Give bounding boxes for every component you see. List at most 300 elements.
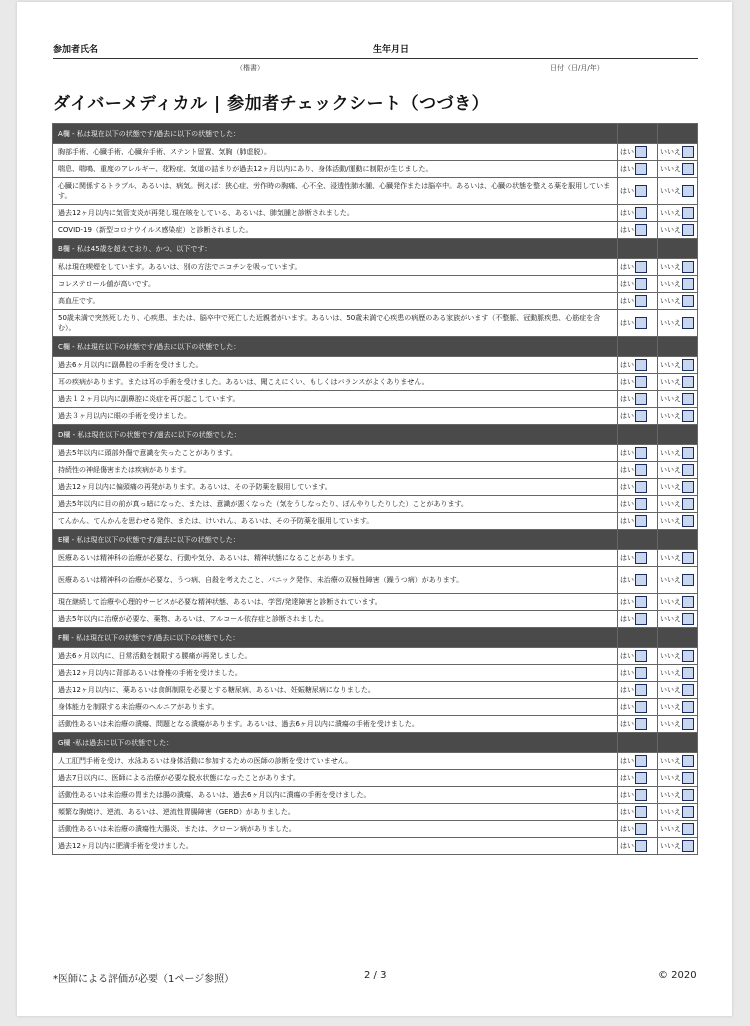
question-text: 心臓に関係するトラブル、あるいは、病気。例えば：狭心症、労作時の胸痛、心不全、浸透性肺水腫、心臓発作または脳卒中。あるいは、心臓の状態を整える薬を服用しています。: [53, 178, 618, 205]
no-answer-cell: [658, 310, 698, 337]
question-text: 持続性の神経傷害または疾病があります。: [53, 462, 618, 479]
no-answer-cell: [658, 699, 698, 716]
no-checkbox[interactable]: [682, 261, 694, 273]
question-row: [53, 838, 698, 855]
no-label: いいえ: [660, 449, 681, 457]
question-text: 過去5年以内に頭部外傷で意識を失ったことがあります。: [53, 445, 618, 462]
yes-checkbox[interactable]: [635, 278, 647, 290]
yes-answer-cell: [618, 787, 658, 804]
no-checkbox[interactable]: [682, 207, 694, 219]
no-answer-cell: [658, 479, 698, 496]
no-label: いいえ: [660, 686, 681, 694]
no-checkbox[interactable]: [682, 701, 694, 713]
no-checkbox[interactable]: [682, 772, 694, 784]
question-row: [53, 259, 698, 276]
yes-column-header: [618, 124, 658, 144]
no-answer-cell: [658, 259, 698, 276]
question-row: [53, 648, 698, 665]
participant-name-label: 参加者氏名: [53, 45, 99, 55]
no-label: いいえ: [660, 412, 681, 420]
question-text: 身体能力を制限する未治療のヘルニアがあります。: [53, 699, 618, 716]
form-page: [17, 2, 732, 1016]
no-label: いいえ: [660, 669, 681, 677]
no-checkbox[interactable]: [682, 163, 694, 175]
yes-column-header: [618, 425, 658, 445]
page-title: ダイバーメディカル | 参加者チェックシート（つづき）: [53, 94, 490, 114]
yes-answer-cell: [618, 838, 658, 855]
yes-checkbox[interactable]: [635, 163, 647, 175]
question-text: 過去6ヶ月以内に副鼻腔の手術を受けました。: [53, 357, 618, 374]
no-answer-cell: [658, 804, 698, 821]
no-label: いいえ: [660, 615, 681, 623]
yes-column-header: [618, 530, 658, 550]
yes-label: はい: [620, 554, 634, 562]
no-checkbox[interactable]: [682, 596, 694, 608]
yes-label: はい: [620, 395, 634, 403]
yes-label: はい: [620, 412, 634, 420]
yes-label: はい: [620, 576, 634, 584]
no-label: いいえ: [660, 297, 681, 305]
header-sub-line: [53, 63, 698, 75]
no-answer-cell: [658, 496, 698, 513]
no-label: いいえ: [660, 483, 681, 491]
question-row: [53, 682, 698, 699]
question-text: 過去３ヶ月以内に眼の手術を受けました。: [53, 408, 618, 425]
question-row: [53, 276, 698, 293]
no-label: いいえ: [660, 703, 681, 711]
yes-checkbox[interactable]: [635, 295, 647, 307]
section-header: [53, 337, 698, 357]
checklist-table: [52, 123, 698, 855]
yes-label: はい: [620, 280, 634, 288]
yes-checkbox[interactable]: [635, 701, 647, 713]
question-row: [53, 567, 698, 594]
yes-answer-cell: [618, 479, 658, 496]
copyright: © 2020: [658, 970, 697, 981]
yes-label: はい: [620, 825, 634, 833]
yes-label: はい: [620, 148, 634, 156]
yes-answer-cell: [618, 699, 658, 716]
no-checkbox[interactable]: [682, 376, 694, 388]
yes-answer-cell: [618, 682, 658, 699]
question-row: [53, 222, 698, 239]
no-label: いいえ: [660, 720, 681, 728]
no-answer-cell: [658, 357, 698, 374]
question-row: [53, 144, 698, 161]
question-row: [53, 161, 698, 178]
question-text: 医療あるいは精神科の治療が必要な、うつ病、自殺を考えたこと、パニック発作、未治療の双極性障害（躁うつ病）があります。: [53, 567, 618, 594]
no-checkbox[interactable]: [682, 806, 694, 818]
yes-label: はい: [620, 263, 634, 271]
question-text: COVID-19（新型コロナウイルス感染症）と診断されました。: [53, 222, 618, 239]
yes-answer-cell: [618, 665, 658, 682]
no-checkbox[interactable]: [682, 650, 694, 662]
birthdate-label: 生年月日: [373, 45, 410, 55]
yes-checkbox[interactable]: [635, 393, 647, 405]
no-column-header: [658, 733, 698, 753]
no-answer-cell: [658, 838, 698, 855]
yes-answer-cell: [618, 391, 658, 408]
question-text: 過去12ヶ月以内に、薬あるいは食餌制限を必要とする糖尿病、あるいは、妊娠糖尿病になりました。: [53, 682, 618, 699]
yes-checkbox[interactable]: [635, 755, 647, 767]
no-answer-cell: [658, 293, 698, 310]
yes-answer-cell: [618, 594, 658, 611]
no-checkbox[interactable]: [682, 317, 694, 329]
yes-answer-cell: [618, 374, 658, 391]
no-checkbox[interactable]: [682, 684, 694, 696]
yes-checkbox[interactable]: [635, 613, 647, 625]
no-label: いいえ: [660, 148, 681, 156]
no-label: いいえ: [660, 280, 681, 288]
question-row: [53, 496, 698, 513]
no-checkbox[interactable]: [682, 359, 694, 371]
no-answer-cell: [658, 161, 698, 178]
no-checkbox[interactable]: [682, 840, 694, 852]
no-answer-cell: [658, 594, 698, 611]
yes-checkbox[interactable]: [635, 650, 647, 662]
no-label: いいえ: [660, 791, 681, 799]
question-text: 過去7日以内に、医師による治療が必要な脱水状態になったことがあります。: [53, 770, 618, 787]
section-header: [53, 239, 698, 259]
section-heading: G欄 -私は過去に以下の状態でした：: [53, 733, 618, 753]
yes-label: はい: [620, 466, 634, 474]
no-answer-cell: [658, 716, 698, 733]
no-answer-cell: [658, 408, 698, 425]
yes-checkbox[interactable]: [635, 718, 647, 730]
question-row: [53, 699, 698, 716]
question-row: [53, 550, 698, 567]
no-label: いいえ: [660, 825, 681, 833]
no-checkbox[interactable]: [682, 464, 694, 476]
yes-label: はい: [620, 378, 634, 386]
yes-answer-cell: [618, 567, 658, 594]
no-label: いいえ: [660, 263, 681, 271]
yes-answer-cell: [618, 648, 658, 665]
no-checkbox[interactable]: [682, 295, 694, 307]
yes-checkbox[interactable]: [635, 772, 647, 784]
no-label: いいえ: [660, 395, 681, 403]
no-checkbox[interactable]: [682, 515, 694, 527]
section-heading: B欄 - 私は45歳を超えており、かつ、以下です：: [53, 239, 618, 259]
no-answer-cell: [658, 391, 698, 408]
yes-label: はい: [620, 757, 634, 765]
section-heading: E欄 - 私は現在以下の状態です/過去に以下の状態でした：: [53, 530, 618, 550]
yes-label: はい: [620, 842, 634, 850]
yes-column-header: [618, 337, 658, 357]
yes-label: はい: [620, 598, 634, 606]
no-label: いいえ: [660, 517, 681, 525]
yes-checkbox[interactable]: [635, 684, 647, 696]
no-answer-cell: [658, 445, 698, 462]
no-checkbox[interactable]: [682, 447, 694, 459]
question-row: [53, 445, 698, 462]
yes-label: はい: [620, 449, 634, 457]
no-label: いいえ: [660, 808, 681, 816]
question-text: 私は現在喫煙をしています。あるいは、別の方法でニコチンを吸っています。: [53, 259, 618, 276]
question-text: 耳の疾病があります。または耳の手術を受けました。あるいは、聞こえにくい、もしくはバランスがよくありません。: [53, 374, 618, 391]
yes-checkbox[interactable]: [635, 359, 647, 371]
no-answer-cell: [658, 567, 698, 594]
no-checkbox[interactable]: [682, 823, 694, 835]
no-label: いいえ: [660, 226, 681, 234]
yes-label: はい: [620, 319, 634, 327]
yes-checkbox[interactable]: [635, 515, 647, 527]
yes-answer-cell: [618, 222, 658, 239]
no-column-header: [658, 124, 698, 144]
yes-checkbox[interactable]: [635, 667, 647, 679]
section-header: [53, 530, 698, 550]
no-label: いいえ: [660, 598, 681, 606]
section-heading: D欄 - 私は現在以下の状態です/過去に以下の状態でした：: [53, 425, 618, 445]
question-row: [53, 821, 698, 838]
no-label: いいえ: [660, 652, 681, 660]
yes-answer-cell: [618, 513, 658, 530]
question-text: 人工肛門手術を受け、水泳あるいは身体活動に参加するための医師の診断を受けていません。: [53, 753, 618, 770]
no-label: いいえ: [660, 361, 681, 369]
section-heading: F欄 - 私は現在以下の状態です/過去に以下の状態でした：: [53, 628, 618, 648]
question-text: 50歳未満で突然死したり、心疾患、または、脳卒中で死亡した近親者がいます。あるいは、50歳未満で心疾患の病歴のある家族がいます（不整脈、冠動脈疾患、心筋症を含む）。: [53, 310, 618, 337]
no-answer-cell: [658, 374, 698, 391]
no-checkbox[interactable]: [682, 613, 694, 625]
question-text: 現在継続して治療や心理的サービスが必要な精神状態、あるいは、学習/発達障害と診断されています。: [53, 594, 618, 611]
yes-column-header: [618, 733, 658, 753]
no-column-header: [658, 628, 698, 648]
yes-checkbox[interactable]: [635, 410, 647, 422]
date-label: 日付（日/月/年）: [550, 64, 604, 72]
yes-checkbox[interactable]: [635, 789, 647, 801]
question-row: [53, 462, 698, 479]
question-row: [53, 787, 698, 804]
yes-answer-cell: [618, 550, 658, 567]
question-row: [53, 293, 698, 310]
yes-answer-cell: [618, 804, 658, 821]
no-checkbox[interactable]: [682, 552, 694, 564]
question-row: [53, 611, 698, 628]
no-label: いいえ: [660, 554, 681, 562]
section-heading: A欄 - 私は現在以下の状態です/過去に以下の状態でした：: [53, 124, 618, 144]
yes-answer-cell: [618, 770, 658, 787]
question-text: 医療あるいは精神科の治療が必要な、行動や気分、あるいは、精神状態になることがあります。: [53, 550, 618, 567]
question-text: 活動性あるいは未治療の潰瘍、問題となる潰瘍があります。あるいは、過去6ヶ月以内に潰瘍の手術を受けました。: [53, 716, 618, 733]
yes-label: はい: [620, 669, 634, 677]
no-answer-cell: [658, 513, 698, 530]
question-text: 高血圧です。: [53, 293, 618, 310]
yes-checkbox[interactable]: [635, 574, 647, 586]
no-answer-cell: [658, 770, 698, 787]
no-column-header: [658, 425, 698, 445]
yes-checkbox[interactable]: [635, 823, 647, 835]
no-checkbox[interactable]: [682, 278, 694, 290]
yes-label: はい: [620, 808, 634, 816]
yes-checkbox[interactable]: [635, 224, 647, 236]
no-label: いいえ: [660, 842, 681, 850]
no-label: いいえ: [660, 757, 681, 765]
yes-label: はい: [620, 165, 634, 173]
no-answer-cell: [658, 276, 698, 293]
no-label: いいえ: [660, 378, 681, 386]
section-header: [53, 425, 698, 445]
question-text: 過去12ヶ月以内に気管支炎が再発し現在咳をしている、あるいは、肺気腫と診断されました。: [53, 205, 618, 222]
no-checkbox[interactable]: [682, 410, 694, 422]
yes-answer-cell: [618, 716, 658, 733]
no-answer-cell: [658, 205, 698, 222]
no-checkbox[interactable]: [682, 718, 694, 730]
yes-answer-cell: [618, 178, 658, 205]
yes-checkbox[interactable]: [635, 447, 647, 459]
footer-note: *医師による評価が必要（1ページ参照）: [53, 974, 235, 985]
yes-column-header: [618, 239, 658, 259]
yes-checkbox[interactable]: [635, 464, 647, 476]
yes-answer-cell: [618, 293, 658, 310]
question-text: 過去5年以内に治療が必要な、薬物、あるいは、アルコール依存症と診断されました。: [53, 611, 618, 628]
yes-checkbox[interactable]: [635, 481, 647, 493]
no-answer-cell: [658, 144, 698, 161]
no-answer-cell: [658, 648, 698, 665]
question-row: [53, 665, 698, 682]
question-row: [53, 178, 698, 205]
question-row: [53, 594, 698, 611]
question-row: [53, 310, 698, 337]
question-text: 過去12ヶ月以内に偏頭痛の再発があります。あるいは、その予防薬を服用しています。: [53, 479, 618, 496]
yes-answer-cell: [618, 161, 658, 178]
no-label: いいえ: [660, 209, 681, 217]
yes-label: はい: [620, 209, 634, 217]
no-checkbox[interactable]: [682, 146, 694, 158]
yes-checkbox[interactable]: [635, 498, 647, 510]
no-answer-cell: [658, 178, 698, 205]
yes-answer-cell: [618, 445, 658, 462]
yes-answer-cell: [618, 205, 658, 222]
yes-checkbox[interactable]: [635, 185, 647, 197]
yes-checkbox[interactable]: [635, 596, 647, 608]
question-row: [53, 753, 698, 770]
question-text: 活動性あるいは未治療の胃または腸の潰瘍、あるいは、過去6ヶ月以内に潰瘍の手術を受けました。: [53, 787, 618, 804]
no-column-header: [658, 337, 698, 357]
no-column-header: [658, 530, 698, 550]
no-checkbox[interactable]: [682, 667, 694, 679]
no-answer-cell: [658, 665, 698, 682]
yes-label: はい: [620, 297, 634, 305]
yes-answer-cell: [618, 462, 658, 479]
question-row: [53, 357, 698, 374]
no-label: いいえ: [660, 187, 681, 195]
yes-label: はい: [620, 187, 634, 195]
section-heading: C欄 - 私は現在以下の状態です/過去に以下の状態でした：: [53, 337, 618, 357]
yes-checkbox[interactable]: [635, 261, 647, 273]
yes-label: はい: [620, 517, 634, 525]
yes-answer-cell: [618, 310, 658, 337]
yes-answer-cell: [618, 611, 658, 628]
no-column-header: [658, 239, 698, 259]
no-answer-cell: [658, 753, 698, 770]
yes-label: はい: [620, 720, 634, 728]
yes-answer-cell: [618, 357, 658, 374]
yes-checkbox[interactable]: [635, 806, 647, 818]
yes-answer-cell: [618, 821, 658, 838]
yes-checkbox[interactable]: [635, 317, 647, 329]
no-answer-cell: [658, 611, 698, 628]
yes-checkbox[interactable]: [635, 552, 647, 564]
yes-label: はい: [620, 774, 634, 782]
question-text: 喘息、喘鳴、重度のアレルギー、花粉症、気道の詰まりが過去12ヶ月以内にあり、身体活動/運動に制限が生じました。: [53, 161, 618, 178]
question-row: [53, 205, 698, 222]
no-label: いいえ: [660, 576, 681, 584]
no-checkbox[interactable]: [682, 185, 694, 197]
section-header: [53, 124, 698, 144]
question-row: [53, 479, 698, 496]
yes-checkbox[interactable]: [635, 376, 647, 388]
yes-label: はい: [620, 500, 634, 508]
yes-label: はい: [620, 226, 634, 234]
yes-checkbox[interactable]: [635, 840, 647, 852]
no-label: いいえ: [660, 466, 681, 474]
no-label: いいえ: [660, 165, 681, 173]
question-text: 過去12ヶ月以内に肥満手術を受けました。: [53, 838, 618, 855]
yes-label: はい: [620, 791, 634, 799]
no-label: いいえ: [660, 774, 681, 782]
no-answer-cell: [658, 550, 698, 567]
question-row: [53, 374, 698, 391]
question-text: 過去12ヶ月以内に背部あるいは脊椎の手術を受けました。: [53, 665, 618, 682]
yes-answer-cell: [618, 259, 658, 276]
no-label: いいえ: [660, 500, 681, 508]
question-text: 過去１２ヶ月以内に副鼻腔に炎症を再び起こしています。: [53, 391, 618, 408]
block-letters-label: （楷書）: [236, 64, 264, 72]
header-line: [53, 40, 698, 59]
no-answer-cell: [658, 222, 698, 239]
question-text: てんかん、てんかんを思わせる発作、または、けいれん、あるいは、その予防薬を服用しています。: [53, 513, 618, 530]
question-row: [53, 408, 698, 425]
question-text: 胸部手術、心臓手術、心臓弁手術、ステント留置、気胸（肺虚脱）。: [53, 144, 618, 161]
no-checkbox[interactable]: [682, 789, 694, 801]
yes-checkbox[interactable]: [635, 207, 647, 219]
no-label: いいえ: [660, 319, 681, 327]
no-answer-cell: [658, 462, 698, 479]
question-row: [53, 804, 698, 821]
yes-label: はい: [620, 361, 634, 369]
no-checkbox[interactable]: [682, 393, 694, 405]
no-answer-cell: [658, 787, 698, 804]
no-checkbox[interactable]: [682, 498, 694, 510]
question-row: [53, 770, 698, 787]
yes-answer-cell: [618, 144, 658, 161]
yes-label: はい: [620, 652, 634, 660]
no-answer-cell: [658, 821, 698, 838]
question-text: 過去6ヶ月以内に、日常活動を制限する腰痛が再発しました。: [53, 648, 618, 665]
question-text: 活動性あるいは未治療の潰瘍性大腸炎、または、クローン病がありました。: [53, 821, 618, 838]
yes-answer-cell: [618, 496, 658, 513]
yes-label: はい: [620, 615, 634, 623]
section-header: [53, 733, 698, 753]
question-row: [53, 391, 698, 408]
no-checkbox[interactable]: [682, 574, 694, 586]
no-answer-cell: [658, 682, 698, 699]
yes-answer-cell: [618, 408, 658, 425]
yes-column-header: [618, 628, 658, 648]
yes-label: はい: [620, 483, 634, 491]
yes-checkbox[interactable]: [635, 146, 647, 158]
yes-label: はい: [620, 686, 634, 694]
yes-answer-cell: [618, 276, 658, 293]
no-checkbox[interactable]: [682, 224, 694, 236]
yes-answer-cell: [618, 753, 658, 770]
page-number: 2 / 3: [364, 970, 387, 981]
no-checkbox[interactable]: [682, 481, 694, 493]
question-text: コレステロール値が高いです。: [53, 276, 618, 293]
question-row: [53, 513, 698, 530]
no-checkbox[interactable]: [682, 755, 694, 767]
section-header: [53, 628, 698, 648]
